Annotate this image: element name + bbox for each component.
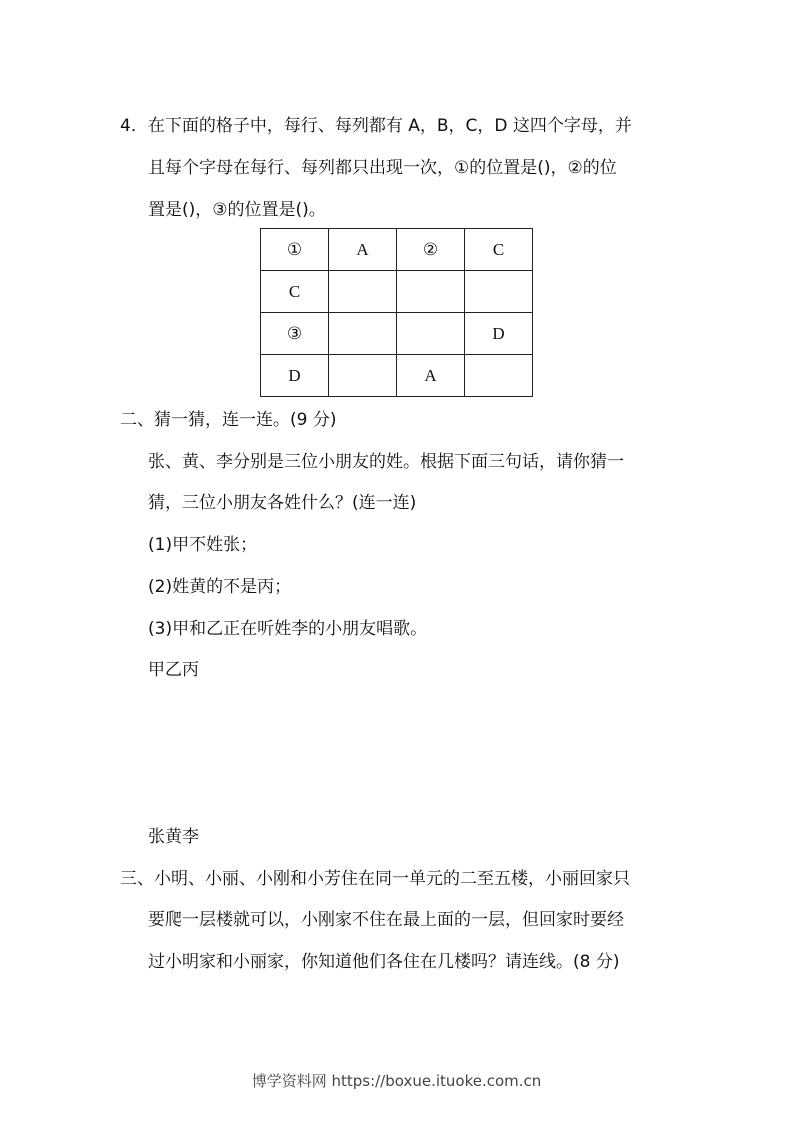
clue-1: (1)甲不姓张；	[148, 535, 258, 555]
clue-2: (2)姓黄的不是丙；	[148, 577, 292, 597]
grid-cell	[397, 271, 465, 313]
grid-cell: ①	[261, 229, 329, 271]
section-2-heading: 二、猜一猜，连一连。(9 分)	[120, 410, 337, 430]
grid-cell: A	[397, 355, 465, 397]
grid-cell: C	[261, 271, 329, 313]
grid-cell	[329, 313, 397, 355]
grid-cell	[329, 271, 397, 313]
section-2-intro-2: 猜，三位小朋友各姓什么？(连一连)	[148, 493, 417, 513]
grid-cell: D	[261, 355, 329, 397]
section-3-line-2: 要爬一层楼就可以，小刚家不住在最上面的一层，但回家时要经	[148, 910, 624, 930]
grid-cell: ②	[397, 229, 465, 271]
surnames: 张黄李	[148, 827, 199, 847]
clue-3: (3)甲和乙正在听姓李的小朋友唱歌。	[148, 619, 428, 639]
letter-grid	[260, 228, 533, 397]
q4-line-1: 4．在下面的格子中，每行、每列都有 A，B，C，D 这四个字母，并	[120, 116, 632, 136]
grid-cell: D	[465, 313, 533, 355]
grid-row	[261, 355, 533, 397]
section-3-line-1: 三、小明、小丽、小刚和小芳住在同一单元的二至五楼，小丽回家只	[120, 869, 630, 889]
grid-cell	[397, 313, 465, 355]
children-names: 甲乙丙	[148, 660, 199, 680]
q4-line-2: 且每个字母在每行、每列都只出现一次，①的位置是()，②的位	[148, 158, 617, 178]
grid-cell	[465, 271, 533, 313]
grid-cell	[329, 355, 397, 397]
grid-row	[261, 229, 533, 271]
footer-watermark: 博学资料网 https://boxue.ituoke.com.cn	[251, 1072, 542, 1090]
grid-cell	[465, 355, 533, 397]
grid-cell: A	[329, 229, 397, 271]
section-3-line-3: 过小明家和小丽家，你知道他们各住在几楼吗？请连线。(8 分)	[148, 952, 620, 972]
grid-row	[261, 313, 533, 355]
q4-line-3: 置是()，③的位置是()。	[148, 200, 326, 220]
grid-cell: ③	[261, 313, 329, 355]
grid-cell: C	[465, 229, 533, 271]
section-2-intro-1: 张、黄、李分别是三位小朋友的姓。根据下面三句话，请你猜一	[148, 452, 624, 472]
grid-row	[261, 271, 533, 313]
